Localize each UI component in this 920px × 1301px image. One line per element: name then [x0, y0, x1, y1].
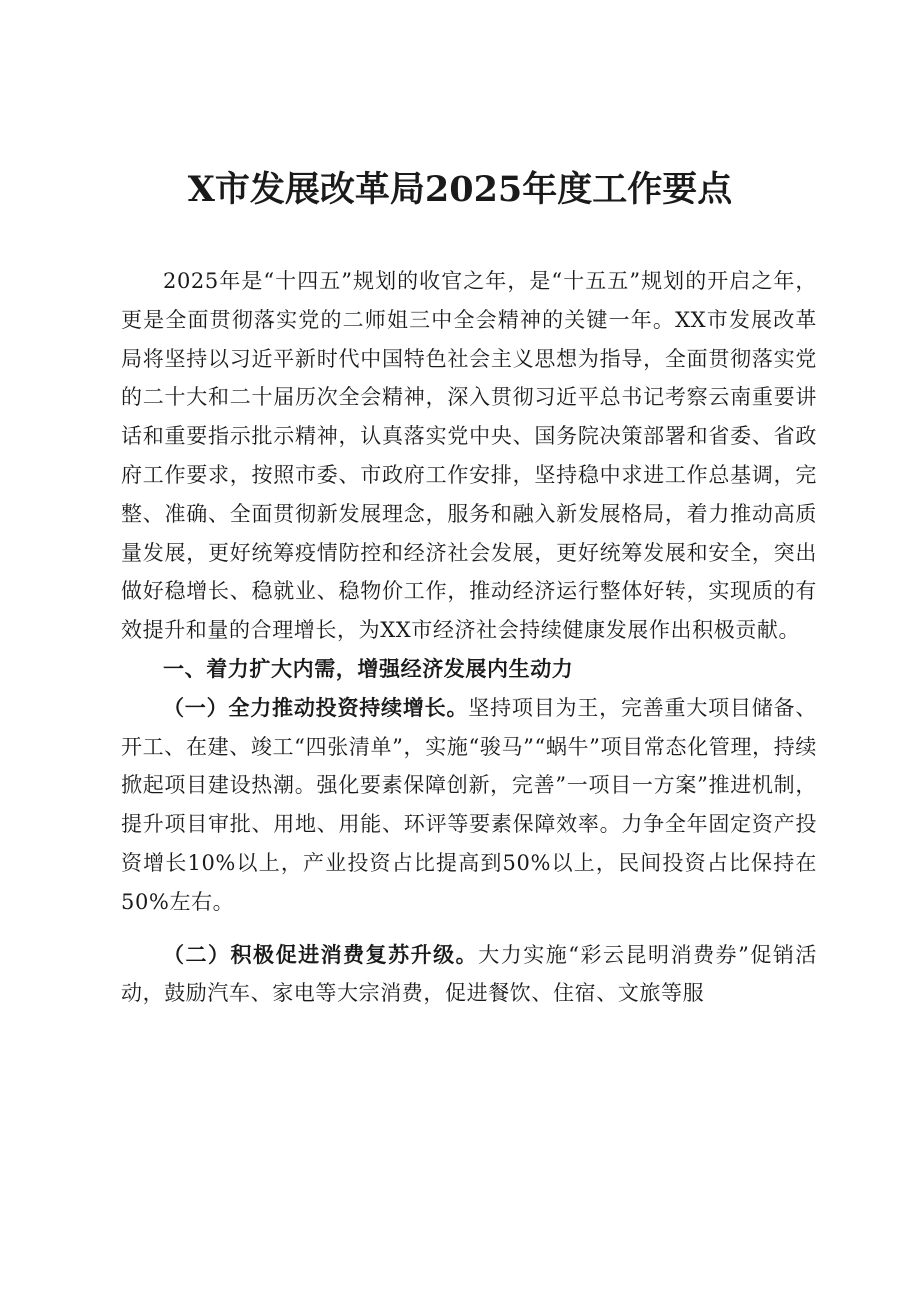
item-paragraph-2 — [121, 936, 817, 1014]
item-lead-2: （二）积极促进消费复苏升级。 — [163, 941, 479, 967]
item-paragraph-1 — [121, 689, 817, 922]
section-heading-1: 一、着力扩大内需，增强经济发展内生动力 — [163, 655, 574, 681]
item-text-2: 大力实施“彩云昆明消费券”促销活动，鼓励汽车、家电等大宗消费，促进餐饮、住宿、文旅等服 — [121, 942, 817, 1006]
item-text-1: 坚持项目为王，完善重大项目储备、开工、在建、竣工“四张清单”，实施“骏马”“蜗牛”项目常态化管理，持续掀起项目建设热潮。强化要素保障创新，完善”一项目一方案”推进机制，提升项目审批、用地、用能、环评等要素保障效率。力争全年固定资产投资增长10%以上，产业投资占比提高到50%以上，民间投资占比保持在50%左右。 — [121, 695, 817, 914]
document-body — [121, 262, 817, 1013]
item-lead-1: （一）全力推动投资持续增长。 — [163, 694, 469, 720]
document-title: X市发展改革局2025年度工作要点 — [187, 169, 733, 210]
intro-paragraph: 2025年是“十四五”规划的收官之年，是“十五五”规划的开启之年，更是全面贯彻落实党的二师姐三中全会精神的关键一年。XX市发展改革局将坚持以习近平新时代中国特色社会主义思想为指导，全面贯彻落实党的二十大和二十届历次全会精神，深入贯彻习近平总书记考察云南重要讲话和重要指示批示精神，认真落实党中央、国务院决策部署和省委、省政府工作要求，按照市委、市政府工作安排，坚持稳中求进工作总基调，完整、准确、全面贯彻新发展理念，服务和融入新发展格局，着力推动高质量发展，更好统筹疫情防控和经济社会发展，更好统筹发展和安全，突出做好稳增长、稳就业、稳物价工作，推动经济运行整体好转，实现质的有效提升和量的合理增长，为XX市经济社会持续健康发展作出积极贡献。 — [121, 269, 817, 643]
